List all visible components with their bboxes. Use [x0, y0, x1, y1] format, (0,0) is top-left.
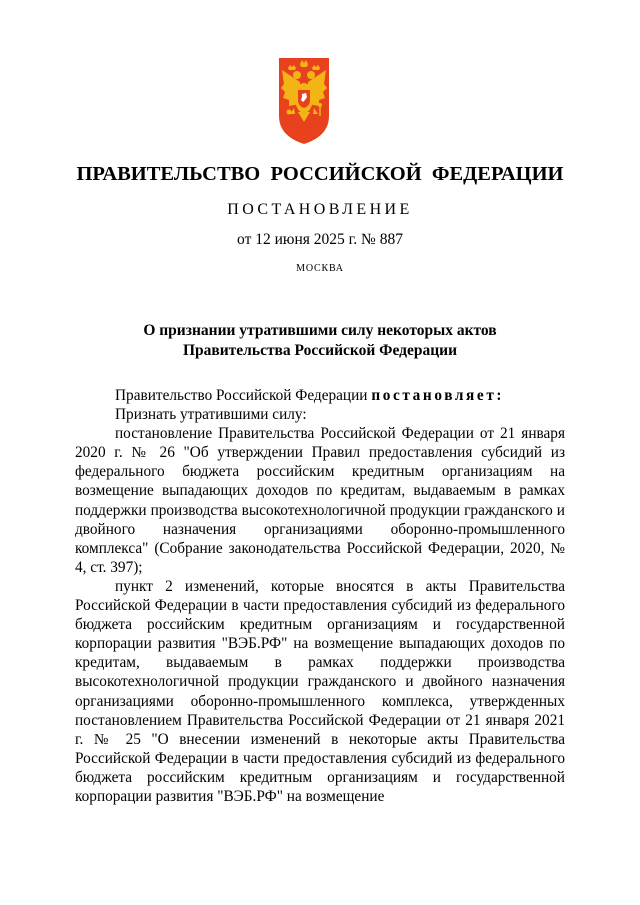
- government-title: ПРАВИТЕЛЬСТВО РОССИЙСКОЙ ФЕДЕРАЦИИ: [76, 163, 564, 185]
- paragraph-item-2-2021: пункт 2 изменений, которые вносятся в акты Правительства Российской Федерации в части предоставления субсидий из федерального бюджета российским кредитным организациям и государственной корпорации развития "ВЭБ.РФ" на возмещение выпадающих доходов по кредитам, выдаваемым в рамках поддержки производства высокотехнологичной продукции гражданского и двойного назначения организациями оборонно-промышленного комплекса, утвержденных постановлением Правительства Российской Федерации от 21 января 2021 г. № 25 "О внесении изменений в некоторые акты Правительства Российской Федерации в части предоставления субсидий из федерального бюджета российским кредитным организациям и государственной корпорации развития "ВЭБ.РФ" на возмещение: [75, 577, 565, 805]
- document-date-number: от 12 июня 2025 г. № 887: [237, 231, 403, 248]
- paragraph-resolution-2020: постановление Правительства Российской Федерации от 21 января 2020 г. № 26 "Об утверждении Правил предоставления субсидий из федерального бюджета российским кредитным организациям на возмещение выпадающих доходов по кредитам, выдаваемым в рамках поддержки производства высокотехнологичной продукции гражданского и двойного назначения организациями оборонно-промышленного комплекса" (Собрание законодательства Российской Федерации, 2020, № 4, ст. 397);: [75, 425, 565, 576]
- resolves-emphasis: постановляет:: [371, 387, 505, 404]
- paragraph-resolves: [75, 386, 565, 405]
- russian-coat-of-arms-icon: [276, 56, 332, 146]
- document-body: [75, 386, 565, 806]
- document-city: МОСКВА: [296, 263, 344, 274]
- document-heading: [0, 321, 640, 360]
- paragraph-resolves-text: Правительство Российской Федерации: [115, 387, 372, 404]
- heading-line-1: О признании утратившими силу некоторых актов: [143, 322, 497, 339]
- paragraph-recognize: Признать утратившими силу:: [115, 406, 307, 424]
- document-type: ПОСТАНОВЛЕНИЕ: [227, 201, 413, 218]
- heading-line-2: Правительства Российской Федерации: [182, 341, 458, 359]
